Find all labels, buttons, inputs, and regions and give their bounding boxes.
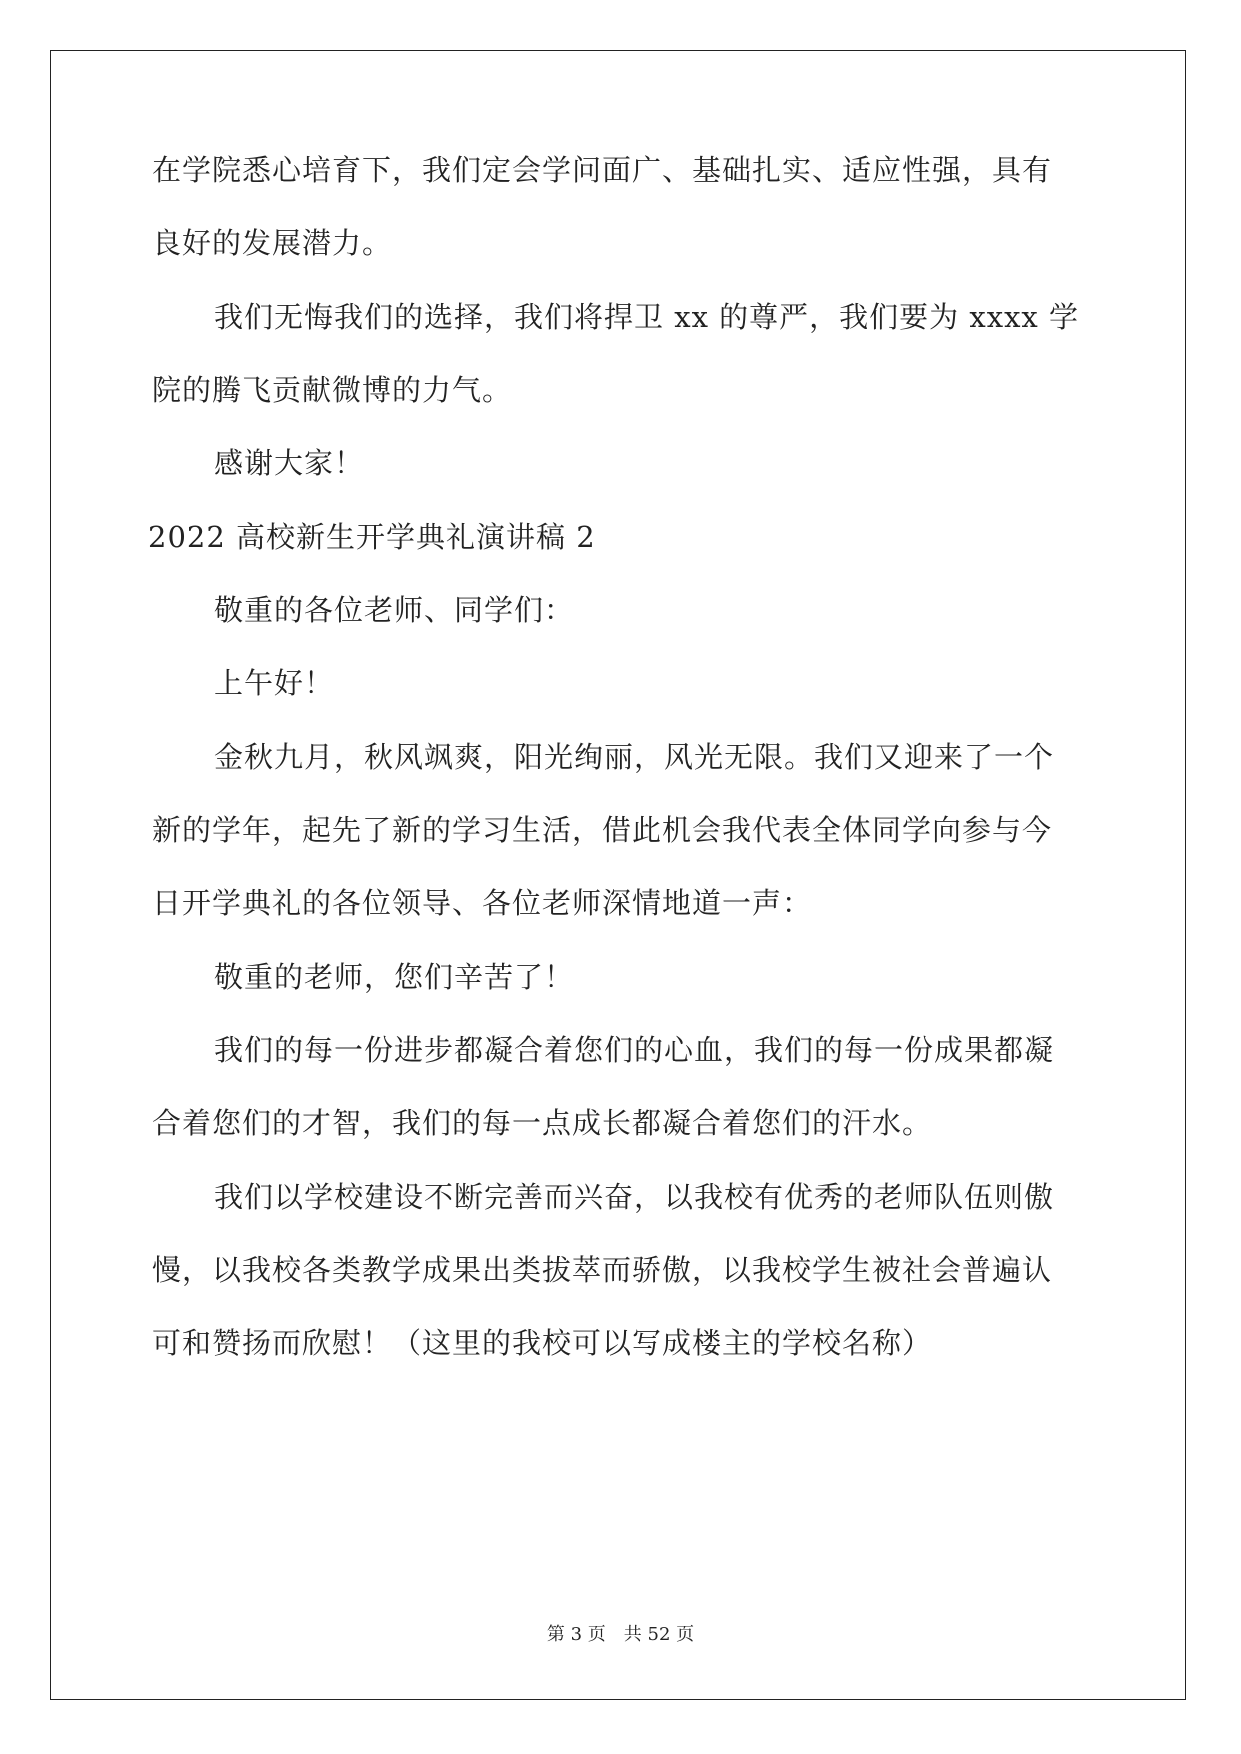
paragraph-line: 我们以学校建设不断完善而兴奋，以我校有优秀的老师队伍则傲	[214, 1180, 1055, 1214]
paragraph-line: 日开学典礼的各位领导、各位老师深情地道一声：	[152, 886, 813, 920]
paragraph-line: 在学院悉心培育下，我们定会学问面广、基础扎实、适应性强，具有	[152, 153, 1053, 187]
page-footer	[0, 1620, 1241, 1646]
paragraph-line: 可和赞扬而欣慰！（这里的我校可以写成楼主的学校名称）	[152, 1326, 933, 1360]
paragraph-line: 良好的发展潜力。	[152, 226, 393, 260]
page-total: 共 52 页	[623, 1624, 695, 1645]
paragraph-line: 我们的每一份进步都凝合着您们的心血，我们的每一份成果都凝	[214, 1033, 1055, 1067]
section-heading: 2022 高校新生开学典礼演讲稿 2	[148, 520, 596, 554]
page-number: 第 3 页	[546, 1624, 606, 1645]
paragraph-line: 敬重的各位老师、同学们：	[214, 593, 575, 627]
paragraph-line: 金秋九月，秋风飒爽，阳光绚丽，风光无限。我们又迎来了一个	[214, 740, 1055, 774]
paragraph-line: 合着您们的才智，我们的每一点成长都凝合着您们的汗水。	[152, 1106, 933, 1140]
paragraph-line: 我们无悔我们的选择，我们将捍卫 xx 的尊严，我们要为 xxxx 学	[214, 300, 1080, 334]
paragraph-line: 新的学年，起先了新的学习生活，借此机会我代表全体同学向参与今	[152, 813, 1053, 847]
paragraph-line: 院的腾飞贡献微博的力气。	[152, 373, 513, 407]
paragraph-line: 慢，以我校各类教学成果出类拔萃而骄傲，以我校学生被社会普遍认	[152, 1253, 1053, 1287]
paragraph-line: 感谢大家！	[214, 446, 365, 480]
paragraph-line: 敬重的老师，您们辛苦了！	[214, 960, 575, 994]
paragraph-line: 上午好！	[214, 666, 335, 700]
